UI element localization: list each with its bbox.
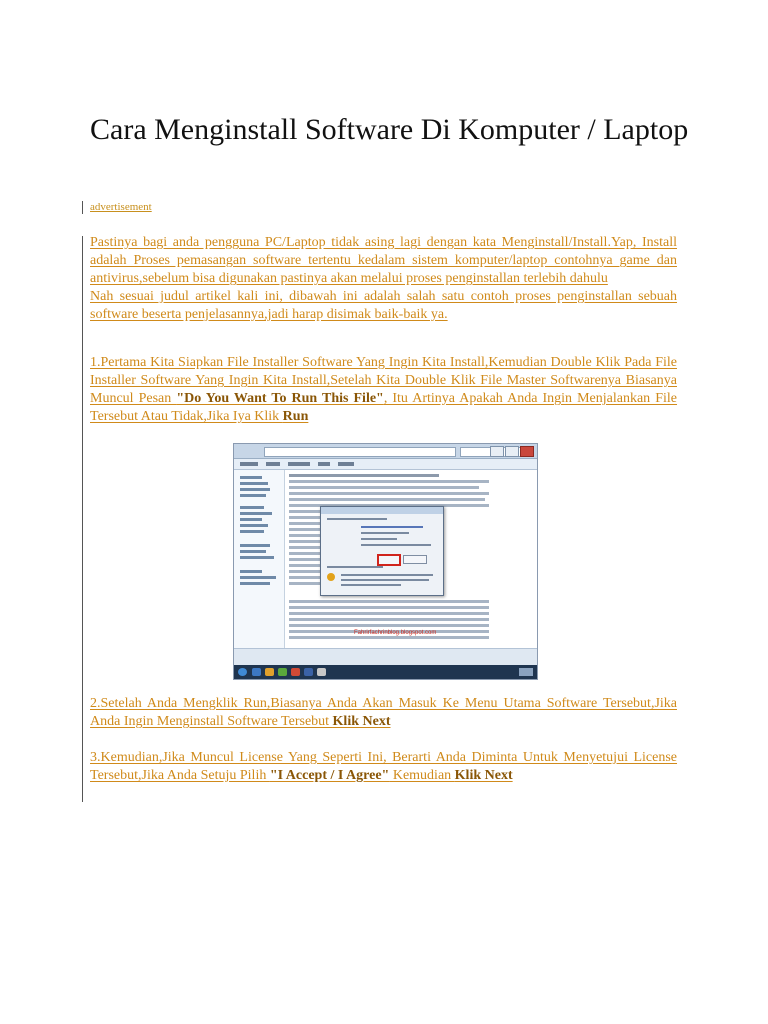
step-1-bold-a: "Do You Want To Run This File" [176,391,384,406]
watermark-text: Fahrirfachrinblog.blogspot.com [354,630,437,636]
nav-line [240,512,272,515]
nav-line [240,482,268,485]
nav-line [240,488,270,491]
file-row [289,480,489,483]
warning-shield-icon [327,573,335,581]
navigation-pane [234,470,285,649]
dialog-text-line [361,532,409,534]
nav-line [240,518,262,521]
file-row [289,600,489,603]
advertisement-link[interactable]: advertisement [90,201,152,213]
dialog-text-line [341,574,433,576]
step-1-text-a: 1.Pertama Kita Siapkan File Installer Software Yang Ingin Kita Install,Kemudian Double Klik Pada File Installer Software Yang Ingin Kita Install,Setelah Kita Double Klik File Master Softwarenya Biasanya Muncul Pesan [90,355,677,406]
step-1-bold-run: Run [282,409,309,424]
nav-line [240,576,276,579]
nav-line [240,506,264,509]
intro-text-2: Nah sesuai judul artikel kali ini, dibawah ini adalah salah satu contoh proses penginstallan sebuah software beserta penjelasannya,jadi harap disimak baik-baik ya. [90,289,677,322]
explorer-titlebar [234,444,537,459]
nav-line [240,550,266,553]
maximize-icon [505,446,519,457]
windows-taskbar [234,665,537,679]
nav-line [240,530,264,533]
step-3-text-a: 3.Kemudian,Jika Muncul License Yang Seperti Ini, Berarti Anda Diminta Untuk Menyetujui License Tersebut,Jika Anda Setuju Pilih [90,750,677,783]
file-row [289,618,489,621]
step-2-bold-next: Klik Next [332,714,391,729]
step-3-bold-next: Klik Next [454,768,513,783]
explorer-toolbar [234,459,537,470]
dialog-text-line [341,584,401,586]
step-1-paragraph[interactable] [90,354,677,426]
taskbar-app-icon [252,668,261,676]
nav-line [240,524,268,527]
dialog-text-line [327,518,387,520]
dialog-titlebar [321,507,443,514]
dialog-text-line [361,538,397,540]
taskbar-app-icon [291,668,300,676]
step-3-bold-accept: "I Accept / I Agree" [269,768,390,783]
toolbar-item [338,462,354,466]
nav-line [240,556,274,559]
toolbar-item [240,462,258,466]
taskbar-app-icon [317,668,326,676]
dialog-text-line [327,566,383,568]
nav-line [240,494,266,497]
taskbar-app-icon [304,668,313,676]
taskbar-app-icon [278,668,287,676]
minimize-icon [490,446,504,457]
dialog-text-line [361,526,423,528]
file-row [289,486,479,489]
toolbar-item [266,462,280,466]
details-pane [234,648,537,665]
nav-line [240,544,270,547]
article-title: Cara Menginstall Software Di Komputer / Laptop [90,113,689,146]
step-3-paragraph[interactable] [90,749,677,785]
security-warning-dialog [320,506,444,596]
start-orb-icon [238,668,247,676]
toolbar-item [318,462,330,466]
toolbar-item [288,462,310,466]
taskbar-clock [519,668,533,676]
step-2-text-a: 2.Setelah Anda Mengklik Run,Biasanya Anda Akan Masuk Ke Menu Utama Software Tersebut,Jika Anda Ingin Menginstall Software Tersebut [90,696,677,729]
file-row [289,636,489,639]
step-3-text-b: Kemudian [389,768,455,783]
run-dialog-screenshot [233,443,538,680]
dialog-text-line [341,579,429,581]
file-row [289,624,489,627]
dialog-text-line [361,544,431,546]
intro-text-1: Pastinya bagi anda pengguna PC/Laptop tidak asing lagi dengan kata Menginstall/Install.Yap, Install adalah Proses pemasangan software tertentu kedalam sistem komputer/laptop contohnya game dan antivirus,sebelum bisa digunakan pastinya akan melalui proses penginstallan terlebih dahulu [90,235,677,286]
close-icon [520,446,534,457]
address-bar [264,447,456,457]
taskbar-app-icon [265,668,274,676]
nav-line [240,476,262,479]
file-row [289,606,489,609]
step-2-paragraph[interactable] [90,695,677,731]
cancel-button [403,555,427,564]
file-row [289,498,485,501]
file-row [289,492,489,495]
file-row [289,474,439,477]
run-button [377,554,401,566]
file-row [289,612,489,615]
nav-line [240,582,270,585]
left-rule-main [82,236,83,802]
step-1-text-b: , Itu Artinya Apakah Anda Ingin Menjalankan File Tersebut Atau Tidak,Jika Iya Klik [90,391,678,424]
nav-line [240,570,262,573]
intro-paragraph[interactable] [90,234,677,324]
left-rule-top [82,201,83,214]
